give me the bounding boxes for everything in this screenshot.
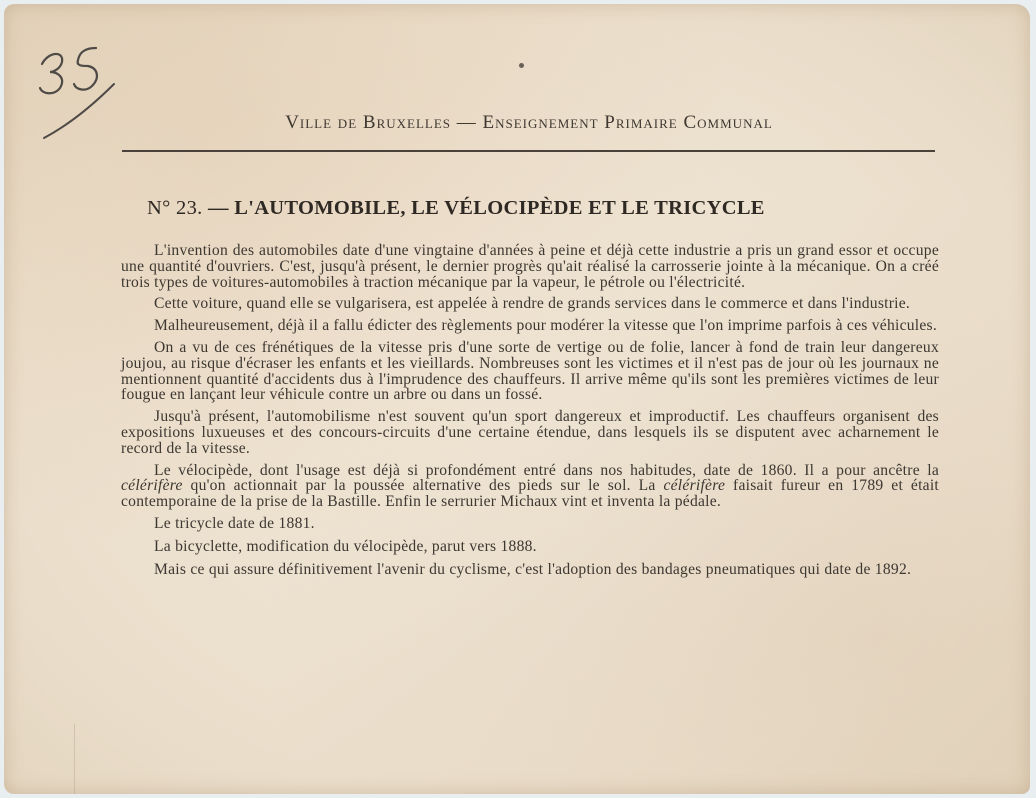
celerifere-term: célérifère — [663, 477, 726, 495]
paper-crease — [74, 724, 75, 794]
paragraph-reglements: Malheureusement, déjà il a fallu édicter des règlements pour modérer la vitesse que l'on imprime parfois à ces véhicules. — [154, 317, 938, 335]
paragraph-velocipede — [121, 463, 939, 510]
paragraph-bicyclette: La bicyclette, modification du vélocipède, parut vers 1888. — [154, 537, 537, 555]
title-dash: — — [202, 197, 235, 219]
paragraph-services: Cette voiture, quand elle se vulgarisera, est appelée à rendre de grands services dans le commerce et dans l'industrie. — [154, 295, 911, 313]
paragraph-pneumatiques: Mais ce qui assure définitivement l'avenir du cyclisme, c'est l'adoption des bandages pneumatiques qui date de 1892. — [154, 560, 912, 578]
ink-dot — [519, 63, 524, 68]
velocipede-text-3: faisait fureur en 1789 et était contemporaine de la prise de la Bastille. Enfin le serrurier Michaux vint et inventa la pédale. — [121, 477, 939, 511]
velocipede-text-1: Le vélocipède, dont l'usage est déjà si profondément entré dans nos habitudes, date de 1860. Il a pour ancêtre la — [154, 461, 939, 479]
header-divider — [122, 150, 935, 152]
paragraph-sport: Jusqu'à présent, l'automobilisme n'est souvent qu'un sport dangereux et improductif. Les chauffeurs organisent des expositions luxueuses et des concours-circuits d'une certaine étendue, dans lesquels ils se disputent avec acharnement le record de la vitesse. — [121, 408, 939, 457]
paragraph-tricycle: Le tricycle date de 1881. — [154, 514, 315, 532]
lesson-title-text: L'AUTOMOBILE, LE VÉLOCIPÈDE ET LE TRICYCLE — [234, 197, 765, 219]
paragraph-invention: L'invention des automobiles date d'une vingtaine d'années à peine et déjà cette industrie a pris un grand essor et occupe une quantité d'ouvriers. C'est, jusqu'à présent, le dernier progrès qu'ait réalisé la carrosserie jointe à la mécanique. On a créé trois types de voitures-automobiles à traction mécanique par la vapeur, le pétrole ou l'électricité. — [121, 242, 939, 291]
handwritten-mark-icon — [34, 26, 124, 146]
header-institution: Ville de Bruxelles — Enseignement Primaire Communal — [285, 112, 773, 133]
velocipede-text-2: qu'on actionnait par la poussée alternative des pieds sur le sol. La — [182, 477, 664, 495]
handwritten-number-annotation — [34, 26, 124, 146]
document-card — [4, 4, 1030, 794]
lesson-number: N° 23. — [147, 197, 203, 219]
lesson-title — [147, 197, 927, 220]
paragraph-frenetiques: On a vu de ces frénétiques de la vitesse pris d'une sorte de vertige ou de folie, lancer à fond de train leur dangereux joujou, au risque d'écraser les enfants et les vieillards. Nombreuses sont les victimes et il n'est pas de jour où les journaux ne mentionnent quantité d'accidents dus à l'imprudence des chauffeurs. Il arrive même qu'ils sont les premières victimes de leur fougue en lançant leur véhicule contre un arbre ou dans un fossé. — [121, 338, 939, 404]
lesson-body — [121, 243, 939, 583]
celerifere-term: célérifère — [121, 477, 183, 495]
